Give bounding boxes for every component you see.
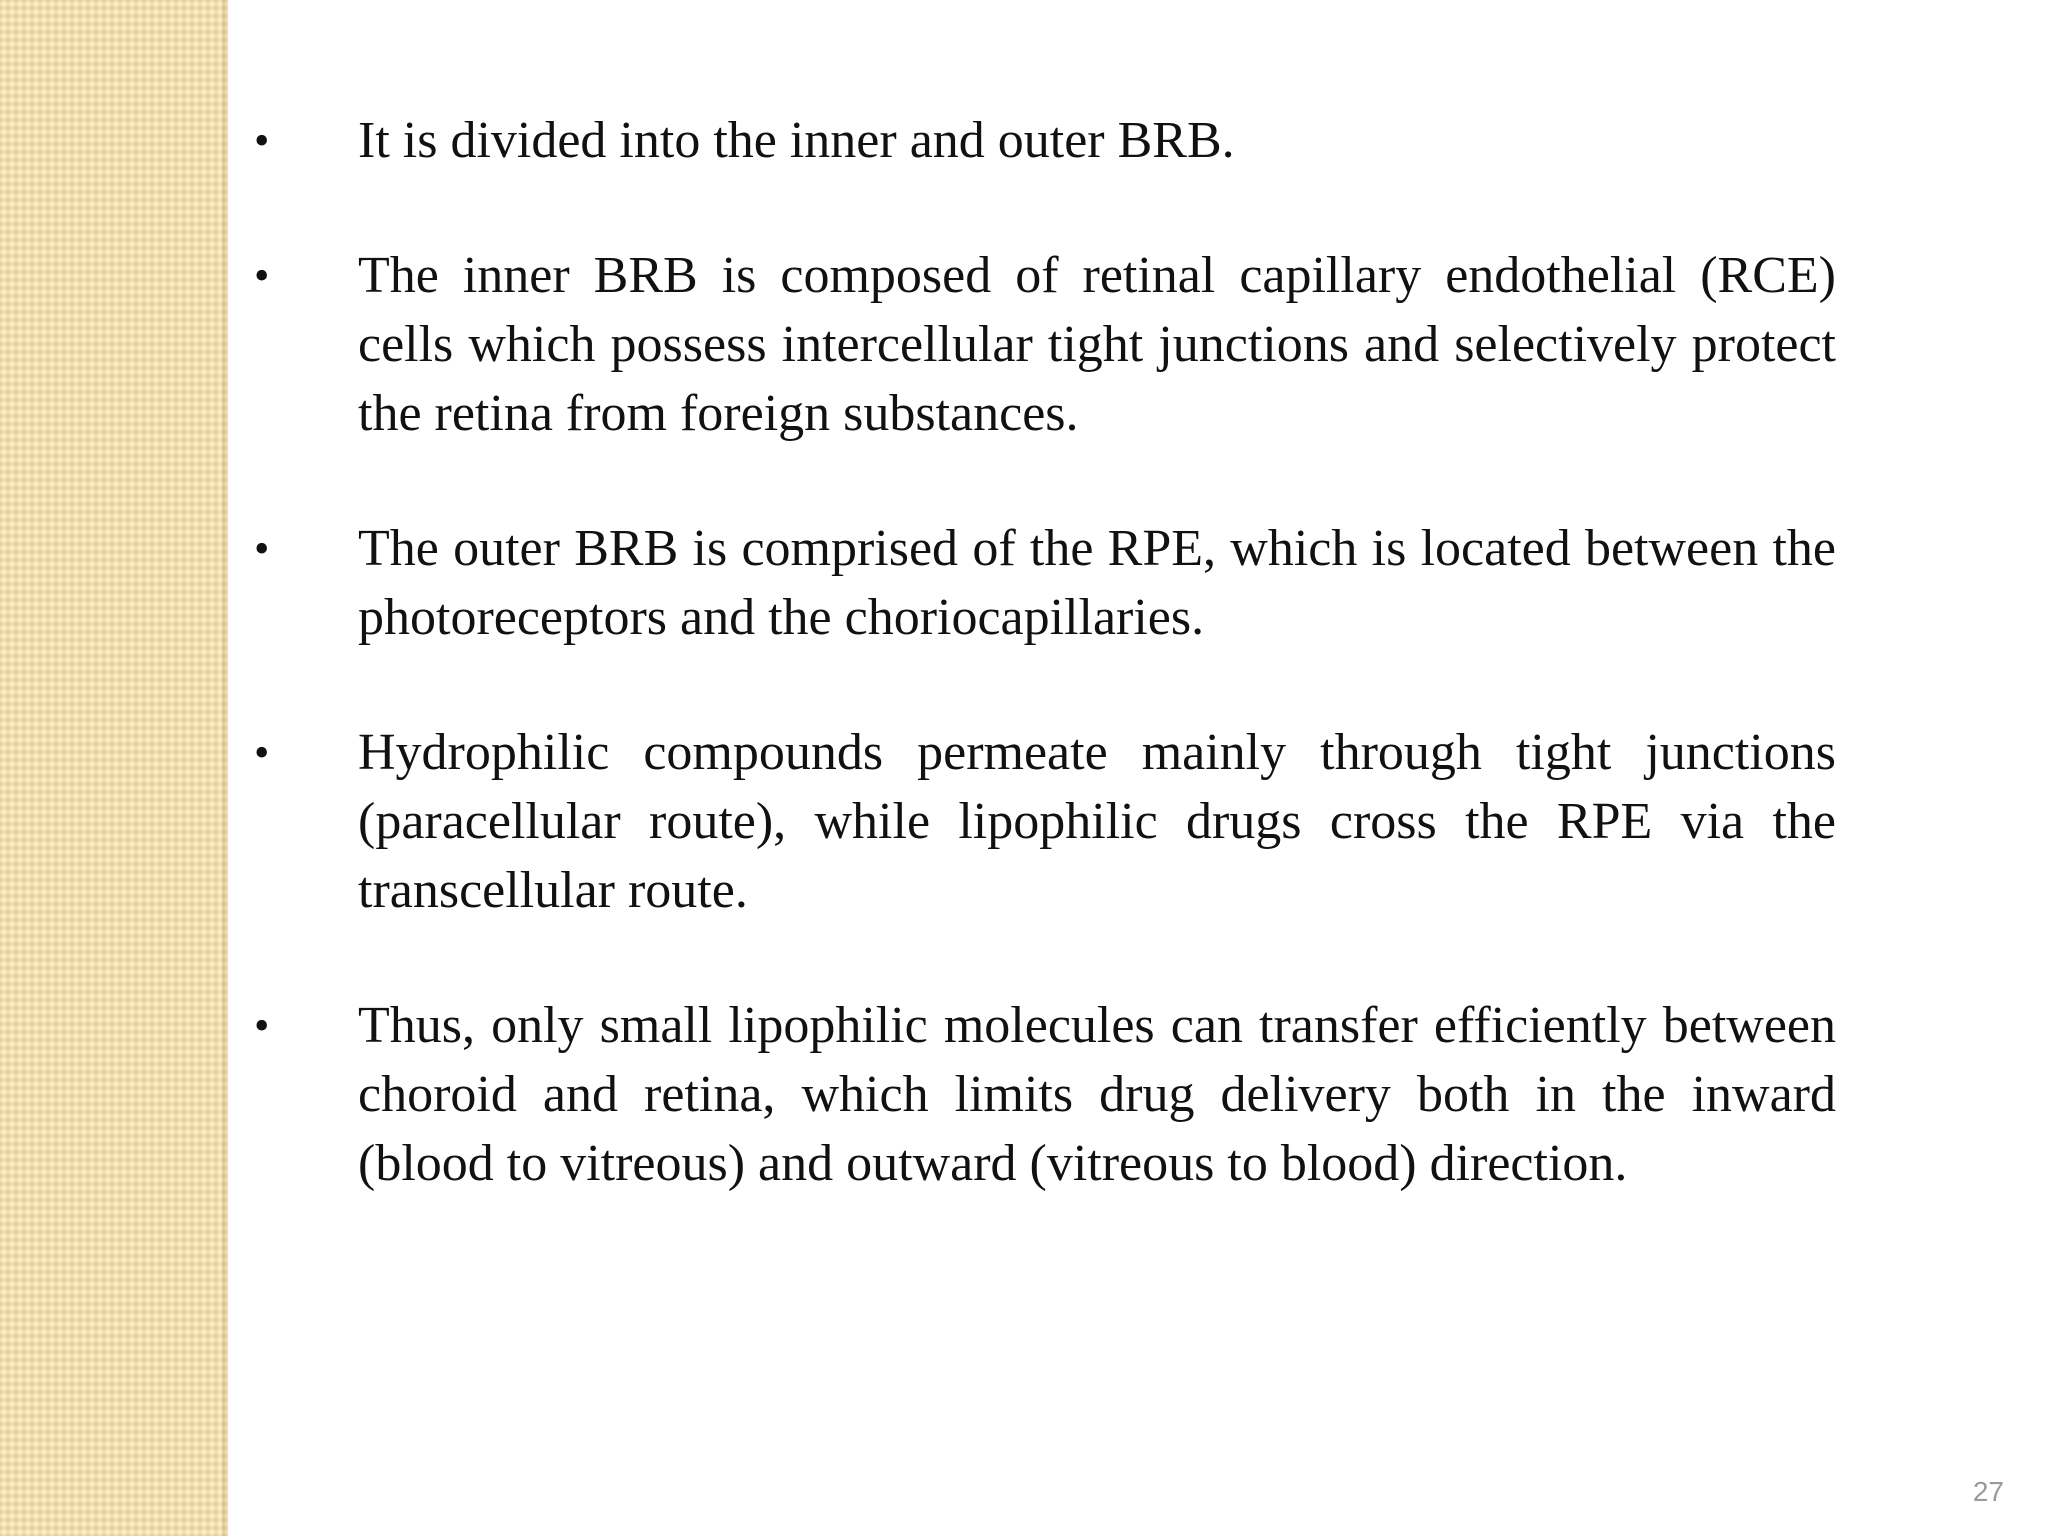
side-band-edge bbox=[222, 0, 230, 1536]
bullet-text: Thus, only small lipophilic molecules can transfer efficiently between choroid and retina, which limits drug delivery both in the inward (blood to vitreous) and outward (vitreous to blood) direction. bbox=[358, 997, 1836, 1192]
bullet-text: Hydrophilic compounds permeate mainly through tight junctions (paracellular route), while lipophilic drugs cross the RPE via the transcellular route. bbox=[358, 724, 1836, 919]
bullet-icon: • bbox=[254, 116, 270, 165]
bullet-text: The inner BRB is composed of retinal capillary endothelial (RCE) cells which possess intercellular tight junctions and selectively protect the retina from foreign substances. bbox=[358, 247, 1836, 442]
bullet-list bbox=[246, 106, 1836, 1264]
bullet-item bbox=[246, 106, 1836, 175]
bullet-text: It is divided into the inner and outer BRB. bbox=[358, 112, 1235, 169]
bullet-icon: • bbox=[254, 251, 270, 300]
bullet-icon: • bbox=[254, 728, 270, 777]
bullet-item bbox=[246, 991, 1836, 1198]
bullet-item bbox=[246, 514, 1836, 652]
bullet-item bbox=[246, 718, 1836, 925]
bullet-icon: • bbox=[254, 1001, 270, 1050]
bullet-item bbox=[246, 241, 1836, 448]
bullet-icon: • bbox=[254, 524, 270, 573]
bullet-text: The outer BRB is comprised of the RPE, which is located between the photoreceptors and the choriocapillaries. bbox=[358, 520, 1836, 646]
decorative-side-band bbox=[0, 0, 228, 1536]
page-number: 27 bbox=[1972, 1476, 2004, 1507]
